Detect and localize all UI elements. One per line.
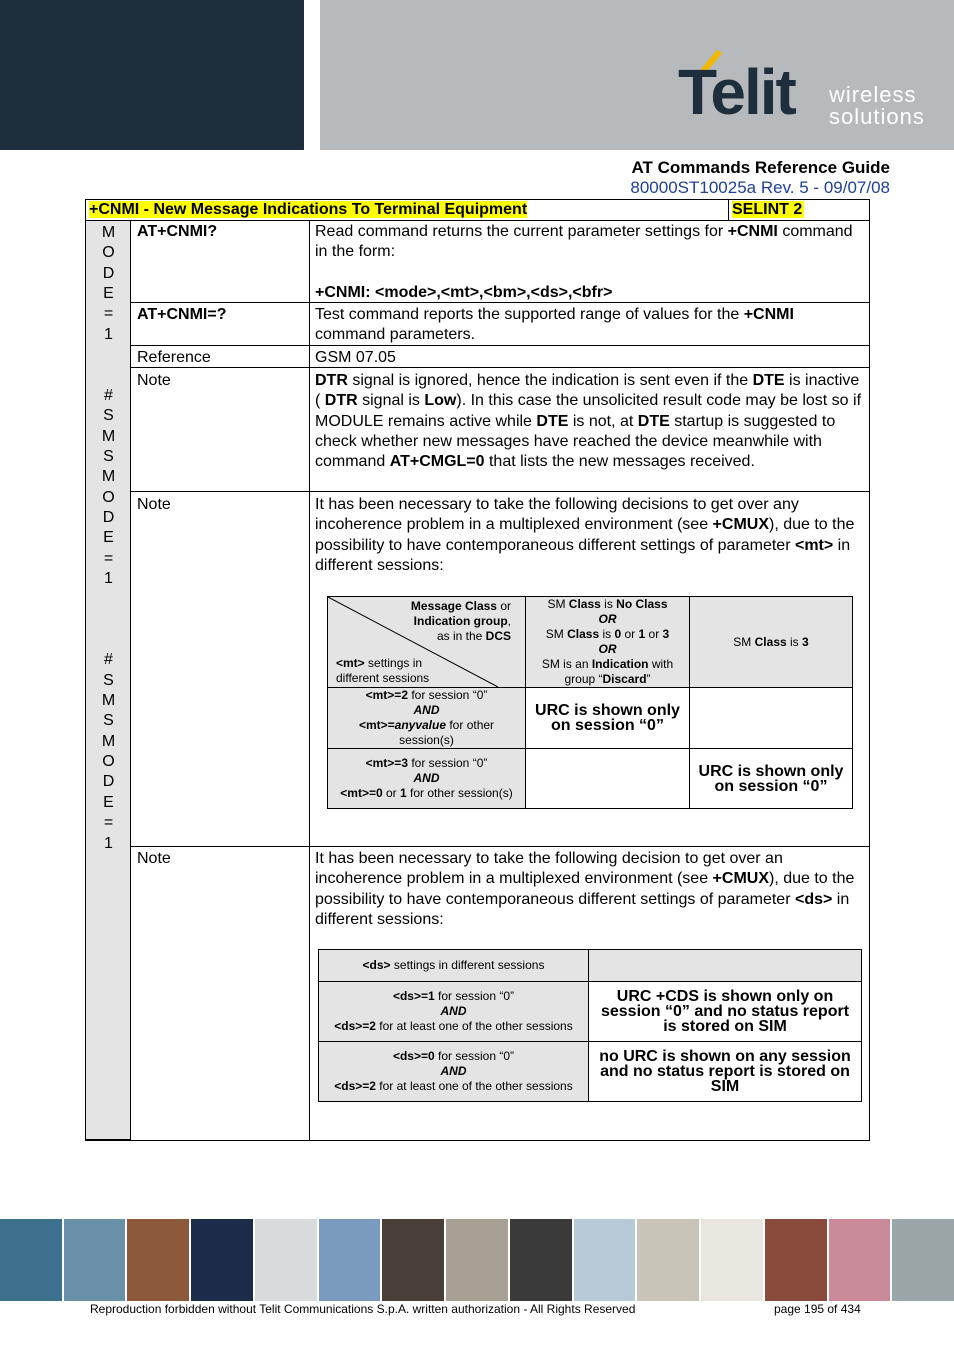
note-label-1: Note bbox=[137, 372, 171, 389]
mode-letter: S bbox=[103, 447, 114, 465]
footer-photo bbox=[0, 1219, 62, 1301]
mt-row-1-result: URC is shown only on session “0” bbox=[526, 688, 690, 749]
mode-letter: 1 bbox=[104, 325, 113, 343]
reference-label: Reference bbox=[137, 349, 211, 366]
mode-letter: S bbox=[103, 671, 114, 689]
footer-image-strip bbox=[0, 1219, 954, 1301]
ds-row-1-result: URC +CDS is shown only on session “0” and no status report is stored on SIM bbox=[589, 982, 862, 1042]
mt-row-2-result: URC is shown only on session “0” bbox=[690, 749, 853, 809]
guide-title: AT Commands Reference Guide bbox=[631, 158, 890, 177]
header-dark-panel bbox=[0, 0, 304, 150]
mode-letter: M bbox=[101, 692, 116, 710]
footer-photo bbox=[127, 1219, 189, 1301]
mode-letter: = bbox=[103, 814, 114, 832]
table-title: +CNMI - New Message Indications To Terminal Equipment bbox=[89, 201, 528, 218]
telit-logo: Telit bbox=[678, 56, 795, 128]
footer-photo bbox=[765, 1219, 827, 1301]
footer-copyright: Reproduction forbidden without Telit Communications S.p.A. written authorization - All Rights Reserved bbox=[90, 1302, 636, 1316]
mode-letter: E bbox=[103, 285, 114, 303]
mode-letter: M bbox=[101, 732, 116, 750]
table-title-cell bbox=[89, 200, 527, 220]
note-ds: It has been necessary to take the following decision to get over an incoherence problem in a multiplexed environment (see +CMUX), due to the possibility to have contemporaneous different settings of parameter <ds> in different sessions: bbox=[315, 850, 855, 928]
footer-photo bbox=[829, 1219, 891, 1301]
mt-col-no-class: SM Class is No Class OR SM Class is 0 or 1 or 3 OR SM is an Indication with group “Discard” bbox=[526, 597, 690, 688]
ds-row-1-condition: <ds>=1 for session “0” AND <ds>=2 for at least one of the other sessions bbox=[319, 982, 589, 1042]
command-table bbox=[85, 199, 870, 1141]
mt-col-class-3: SM Class is 3 bbox=[690, 597, 853, 688]
mt-settings-table bbox=[327, 596, 853, 809]
mode-letter: = bbox=[103, 549, 114, 567]
mode-letter: S bbox=[103, 712, 114, 730]
mode-letter: = bbox=[103, 305, 114, 323]
footer-photo bbox=[64, 1219, 126, 1301]
mode-column bbox=[86, 221, 131, 1141]
footer-photo bbox=[191, 1219, 253, 1301]
mt-row-2-condition: <mt>=3 for session “0” AND <mt>=0 or 1 for other session(s) bbox=[328, 749, 526, 809]
footer-photo bbox=[510, 1219, 572, 1301]
ds-header-empty bbox=[589, 950, 862, 982]
diagonal-header-cell: Message Class or Indication group, as in the DCS <mt> settings in different sessions bbox=[328, 597, 526, 688]
logo-tagline: wireless solutions bbox=[829, 82, 925, 129]
mode-letter: M bbox=[101, 427, 116, 445]
selint-tag: SELINT 2 bbox=[732, 201, 803, 218]
read-command: AT+CNMI? bbox=[137, 223, 218, 240]
test-command-description: Test command reports the supported range of values for the +CNMI command parameters. bbox=[315, 306, 794, 344]
footer-photo bbox=[574, 1219, 636, 1301]
mode-letter: D bbox=[102, 508, 115, 526]
test-command: AT+CNMI=? bbox=[137, 306, 227, 323]
mode-letter: O bbox=[102, 244, 115, 262]
mode-letter: O bbox=[102, 753, 115, 771]
ds-row-2-result: no URC is shown on any session and no status report is stored on SIM bbox=[589, 1042, 862, 1102]
mode-letter: S bbox=[103, 407, 114, 425]
footer-photo bbox=[319, 1219, 381, 1301]
mode-letter: E bbox=[103, 793, 114, 811]
mode-letter: # bbox=[104, 651, 113, 669]
ds-header-cell: <ds> settings in different sessions bbox=[319, 950, 589, 982]
ds-settings-table bbox=[318, 949, 862, 1102]
mode-letter: # bbox=[104, 386, 113, 404]
footer-photo bbox=[701, 1219, 763, 1301]
footer-photo bbox=[892, 1219, 954, 1301]
guide-revision: 80000ST10025a Rev. 5 - 09/07/08 bbox=[630, 178, 890, 197]
mode-letter: D bbox=[102, 773, 115, 791]
mode-letter: D bbox=[102, 264, 115, 282]
footer-photo bbox=[255, 1219, 317, 1301]
mode-letter: 1 bbox=[104, 834, 113, 852]
footer-photo bbox=[446, 1219, 508, 1301]
note-label-3: Note bbox=[137, 850, 171, 867]
mode-letter: O bbox=[102, 488, 115, 506]
mode-letter: M bbox=[101, 468, 116, 486]
mode-letter: E bbox=[103, 529, 114, 547]
mt-row-1-condition: <mt>=2 for session “0” AND <mt>=anyvalue for other session(s) bbox=[328, 688, 526, 749]
reference-value: GSM 07.05 bbox=[315, 349, 396, 366]
mt-row-2-empty bbox=[526, 749, 690, 809]
mode-letter: M bbox=[101, 224, 116, 241]
mt-row-1-empty bbox=[690, 688, 853, 749]
selint-cell bbox=[732, 200, 804, 220]
note-dtr: DTR signal is ignored, hence the indication is sent even if the DTE is inactive ( DTR signal is Low). In this case the unsolicited result code may be lost so if MODULE remains active while DTE is not, at DTE startup is suggested to check whether new messages have reached the device meanwhile with command AT+CMGL=0 that lists the new messages received. bbox=[315, 372, 862, 471]
mode-letter: 1 bbox=[104, 569, 113, 587]
read-command-description: Read command returns the current parameter settings for +CNMI command in the form: +CNMI: <mode>,<mt>,<bm>,<ds>,<bfr> bbox=[315, 223, 853, 301]
footer-photo bbox=[637, 1219, 699, 1301]
page-number: page 195 of 434 bbox=[774, 1302, 861, 1316]
footer-photo bbox=[382, 1219, 444, 1301]
note-label-2: Note bbox=[137, 496, 171, 513]
note-mt: It has been necessary to take the following decisions to get over any incoherence problem in a multiplexed environment (see +CMUX), due to the possibility to have contemporaneous different settings of parameter <mt> in different sessions: bbox=[315, 496, 855, 574]
ds-row-2-condition: <ds>=0 for session “0” AND <ds>=2 for at least one of the other sessions bbox=[319, 1042, 589, 1102]
